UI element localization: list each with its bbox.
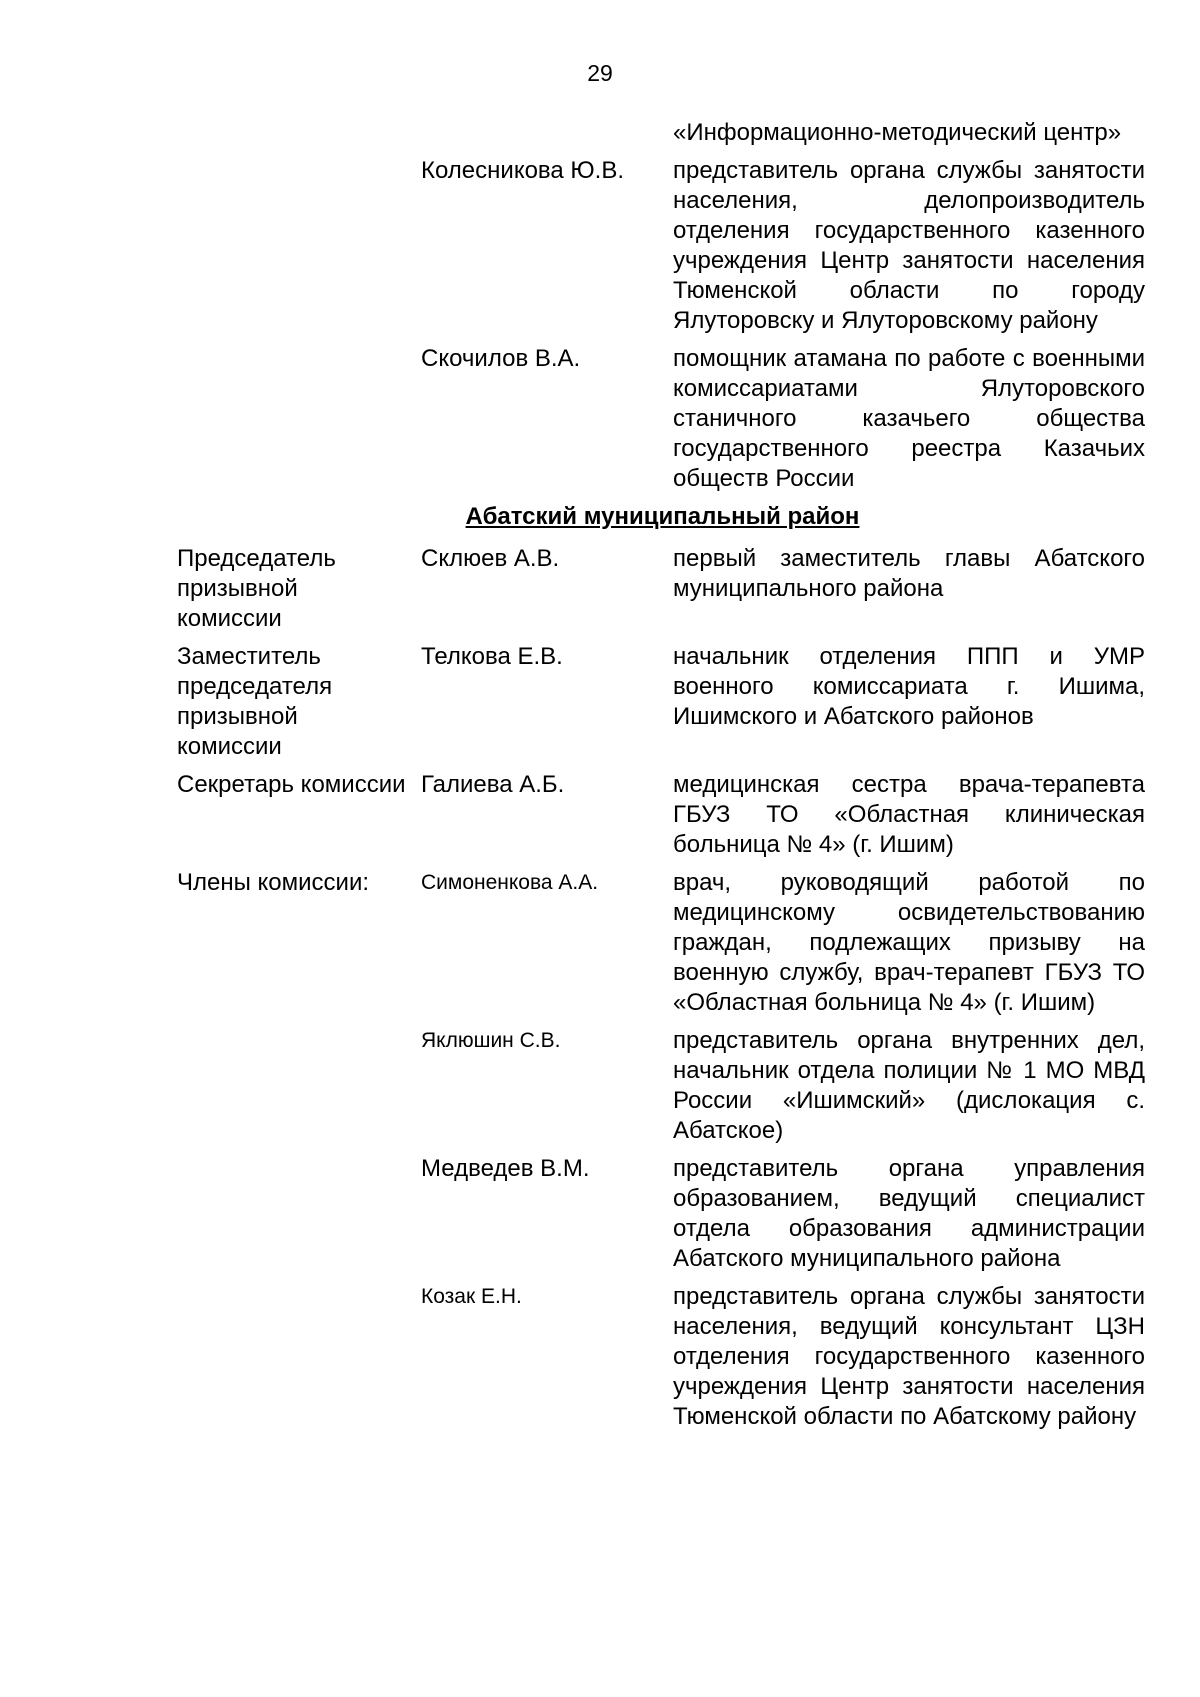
member-row: [0, 1282, 1200, 1432]
member-description: представитель органа службы занятости населения, ведущий консультант ЦЗН отделения государственного казенного учреждения Центр занятости населения Тюменской области по Абатскому району: [673, 1283, 1145, 1430]
member-name: Скочилов В.А.: [421, 345, 581, 372]
member-description: начальник отделения ППП и УМР военного комиссариата г. Ишима, Ишимского и Абатского районов: [673, 643, 1145, 730]
member-role: Члены комиссии:: [177, 869, 370, 896]
commission-list: [0, 118, 1200, 1440]
member-row: [0, 118, 1200, 148]
member-description: помощник атамана по работе с военными комиссариатами Ялуторовского станичного казачьего общества государственного реестра Казачьих обществ России: [673, 345, 1145, 492]
member-description: представитель органа управления образованием, ведущий специалист отдела образования администрации Абатского муниципального района: [673, 1155, 1145, 1272]
member-row: [0, 868, 1200, 1018]
member-description: первый заместитель главы Абатского муниципального района: [673, 545, 1145, 602]
member-name: Колесникова Ю.В.: [421, 157, 625, 184]
member-name: Телкова Е.В.: [421, 643, 563, 670]
member-role: Секретарь комиссии: [177, 771, 406, 798]
member-name: Галиева А.Б.: [421, 771, 565, 798]
page-number: 29: [587, 60, 613, 86]
member-row: [0, 156, 1200, 336]
member-row: [0, 1026, 1200, 1146]
member-row: [0, 642, 1200, 762]
section-title: Абатский муниципальный район: [465, 503, 860, 530]
member-role: Заместитель председателя призывной комиссии: [177, 643, 333, 760]
member-description: медицинская сестра врача-терапевта ГБУЗ ТО «Областная клиническая больница № 4» (г. Ишим): [673, 771, 1145, 858]
member-role: Председатель призывной комиссии: [177, 545, 336, 632]
member-row: [0, 770, 1200, 860]
member-name: Склюев А.В.: [421, 545, 560, 572]
member-description: «Информационно-методический центр»: [673, 119, 1122, 146]
member-name: Козак Е.Н.: [421, 1285, 522, 1308]
member-row: [0, 344, 1200, 494]
member-description: представитель органа внутренних дел, начальник отдела полиции № 1 МО МВД России «Ишимский» (дислокация с. Абатское): [673, 1027, 1145, 1144]
member-name: Симоненкова А.А.: [421, 871, 599, 894]
member-name: Яклюшин С.В.: [421, 1029, 561, 1052]
member-row: [0, 544, 1200, 634]
member-description: представитель органа службы занятости населения, делопроизводитель отделения государственного казенного учреждения Центр занятости населения Тюменской области по городу Ялуторовску и Ялуторовскому району: [673, 157, 1145, 334]
member-name: Медведев В.М.: [421, 1155, 590, 1182]
member-row: [0, 1154, 1200, 1274]
member-description: врач, руководящий работой по медицинскому освидетельствованию граждан, подлежащих призыву на военную службу, врач-терапевт ГБУЗ ТО «Областная больница № 4» (г. Ишим): [673, 869, 1145, 1016]
